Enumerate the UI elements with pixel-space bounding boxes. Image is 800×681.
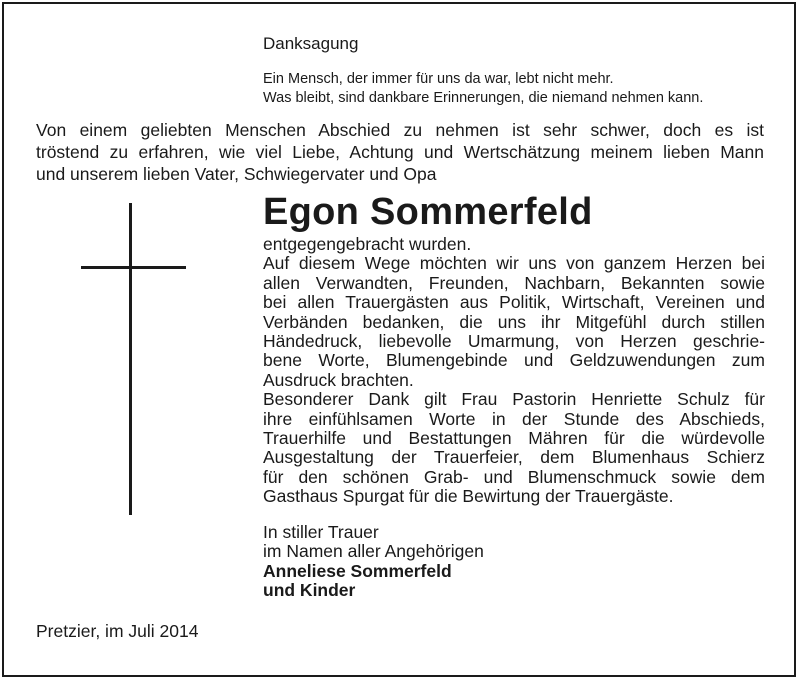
deceased-name: Egon Sommerfeld [263, 191, 593, 233]
motto-quote [263, 70, 703, 108]
motto-line: Was bleibt, sind dankbare Erinnerungen, die niemand nehmen kann. [263, 90, 704, 106]
body-line: Auf diesem Wege möchten wir uns von ganzem Herzen bei [263, 253, 765, 274]
closing-line: In stiller Trauer [263, 522, 379, 542]
intro-line: Von einem geliebten Menschen Abschied zu nehmen ist sehr schwer, doch es ist [36, 120, 764, 140]
body-line: Gasthaus Spurgat für die Bewirtung der Trauergäste. [263, 486, 674, 507]
body-line: für den schönen Grab- und Blumenschmuck sowie dem [263, 466, 765, 487]
cross-crossbar [81, 266, 186, 269]
body-line: Ausgestaltung der Trauerfeier, dem Blumenhaus Schierz [263, 447, 765, 468]
body-line: Verbänden bedanken, die uns ihr Mitgefühl durch stillen [263, 311, 765, 332]
intro-paragraph [36, 119, 764, 185]
intro-line: tröstend zu erfahren, wie viel Liebe, Achtung und Wertschätzung meinem lieben Mann [36, 142, 764, 162]
body-line: entgegengebracht wurden. [263, 234, 472, 254]
closing-line: im Namen aller Angehörigen [263, 541, 484, 562]
body-line: allen Verwandten, Freunden, Nachbarn, Bekannten sowie [263, 272, 765, 293]
place-date: Pretzier, im Juli 2014 [36, 621, 199, 641]
body-line: Besonderer Dank gilt Frau Pastorin Henriette Schulz für [263, 389, 765, 410]
intro-line: und unserem lieben Vater, Schwiegervater und Opa [36, 164, 437, 184]
body-line: Ausdruck brachten. [263, 369, 414, 390]
thanks-paragraph [263, 235, 765, 506]
body-line: bei allen Trauergästen aus Politik, Wirtschaft, Vereinen und [263, 292, 765, 313]
body-line: Trauerhilfe und Bestattungen Mähren für die würdevolle [263, 427, 765, 448]
motto-line: Ein Mensch, der immer für uns da war, lebt nicht mehr. [263, 71, 614, 87]
signer-family: und Kinder [263, 580, 356, 601]
body-line: bene Worte, Blumengebinde und Geldzuwendungen zum [263, 350, 765, 371]
body-line: ihre einfühlsamen Worte in der Stunde des Abschieds, [263, 408, 765, 429]
christian-cross-icon [129, 203, 132, 515]
notice-heading: Danksagung [263, 34, 359, 53]
body-line: Händedruck, liebevolle Umarmung, von Herzen geschrie- [263, 330, 765, 351]
closing-signature [263, 523, 484, 601]
signer-name: Anneliese Sommerfeld [263, 560, 452, 581]
